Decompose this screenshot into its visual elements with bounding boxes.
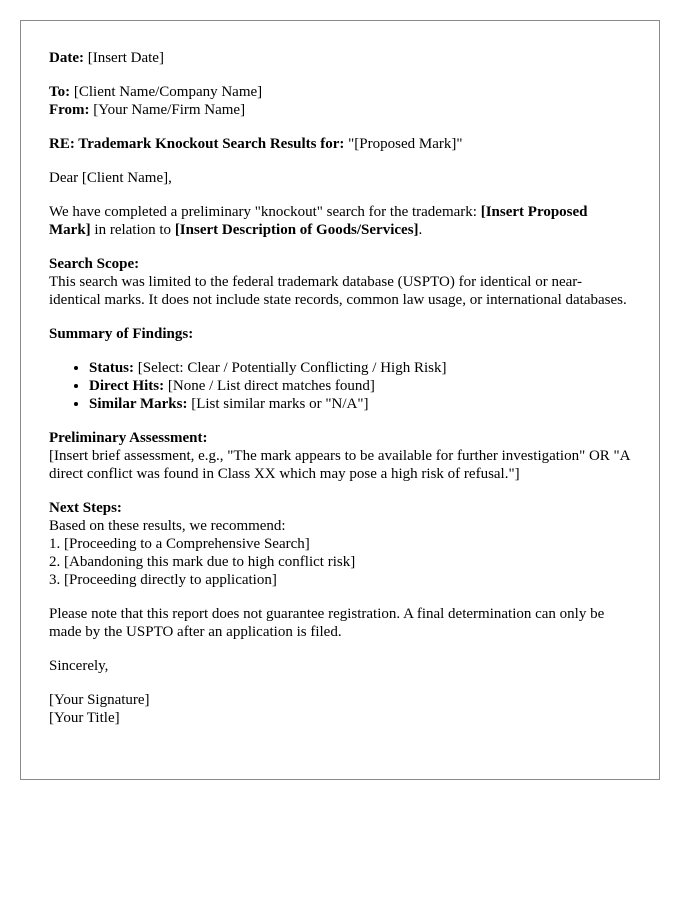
next-steps-heading: Next Steps:	[49, 500, 122, 516]
assessment-section	[49, 429, 631, 483]
intro-text-1: We have completed a preliminary "knockout" search for the trademark:	[49, 204, 481, 220]
re-line	[49, 135, 631, 153]
to-line	[49, 83, 631, 101]
search-scope-text: This search was limited to the federal trademark database (USPTO) for identical or near-identical marks. It does not include state records, common law usage, or international databases.	[49, 274, 627, 308]
findings-list	[49, 359, 631, 413]
from-label: From:	[49, 102, 90, 118]
intro-text-2: in relation to	[90, 222, 175, 238]
intro-goods: [Insert Description of Goods/Services]	[174, 222, 419, 238]
intro-text-3: .	[418, 222, 423, 238]
next-steps-item: 2. [Abandoning this mark due to high conflict risk]	[49, 554, 356, 570]
letter-document	[20, 20, 660, 780]
assessment-heading: Preliminary Assessment:	[49, 430, 208, 446]
disclaimer-paragraph: Please note that this report does not guarantee registration. A final determination can only be made by the USPTO after an application is filed.	[49, 606, 605, 640]
signature-block	[49, 691, 631, 727]
findings-item-value: [Select: Clear / Potentially Conflicting / High Risk]	[137, 360, 447, 376]
re-label: RE: Trademark Knockout Search Results for:	[49, 136, 345, 152]
search-scope-section	[49, 255, 631, 309]
from-line	[49, 101, 631, 119]
findings-item-similar-marks	[89, 395, 631, 413]
closing: Sincerely,	[49, 658, 109, 674]
assessment-text: [Insert brief assessment, e.g., "The mark appears to be available for further investigation" OR "A direct conflict was found in Class XX which may pose a high risk of refusal."]	[49, 448, 630, 482]
to-label: To:	[49, 84, 71, 100]
intro-mark: [Insert Proposed Mark]	[49, 204, 588, 238]
findings-item-value: [List similar marks or "N/A"]	[191, 396, 369, 412]
next-steps-section	[49, 499, 631, 589]
re-value: "[Proposed Mark]"	[348, 136, 463, 152]
findings-heading-text: Summary of Findings:	[49, 326, 194, 342]
findings-item-value: [None / List direct matches found]	[167, 378, 375, 394]
findings-heading	[49, 325, 631, 343]
salutation: Dear [Client Name],	[49, 170, 172, 186]
findings-item-status	[89, 359, 631, 377]
signer-title: [Your Title]	[49, 710, 120, 726]
findings-item-label: Similar Marks:	[89, 396, 188, 412]
signature: [Your Signature]	[49, 692, 150, 708]
date-line	[49, 49, 631, 67]
intro-paragraph	[49, 203, 631, 239]
search-scope-heading: Search Scope:	[49, 256, 140, 272]
to-value: [Client Name/Company Name]	[73, 84, 263, 100]
findings-item-label: Status:	[89, 360, 135, 376]
next-steps-item: 3. [Proceeding directly to application]	[49, 572, 277, 588]
date-label: Date:	[49, 50, 84, 66]
findings-item-direct-hits	[89, 377, 631, 395]
date-value: [Insert Date]	[87, 50, 164, 66]
next-steps-intro: Based on these results, we recommend:	[49, 518, 286, 534]
from-value: [Your Name/Firm Name]	[93, 102, 246, 118]
findings-item-label: Direct Hits:	[89, 378, 165, 394]
address-block	[49, 83, 631, 119]
next-steps-item: 1. [Proceeding to a Comprehensive Search]	[49, 536, 310, 552]
